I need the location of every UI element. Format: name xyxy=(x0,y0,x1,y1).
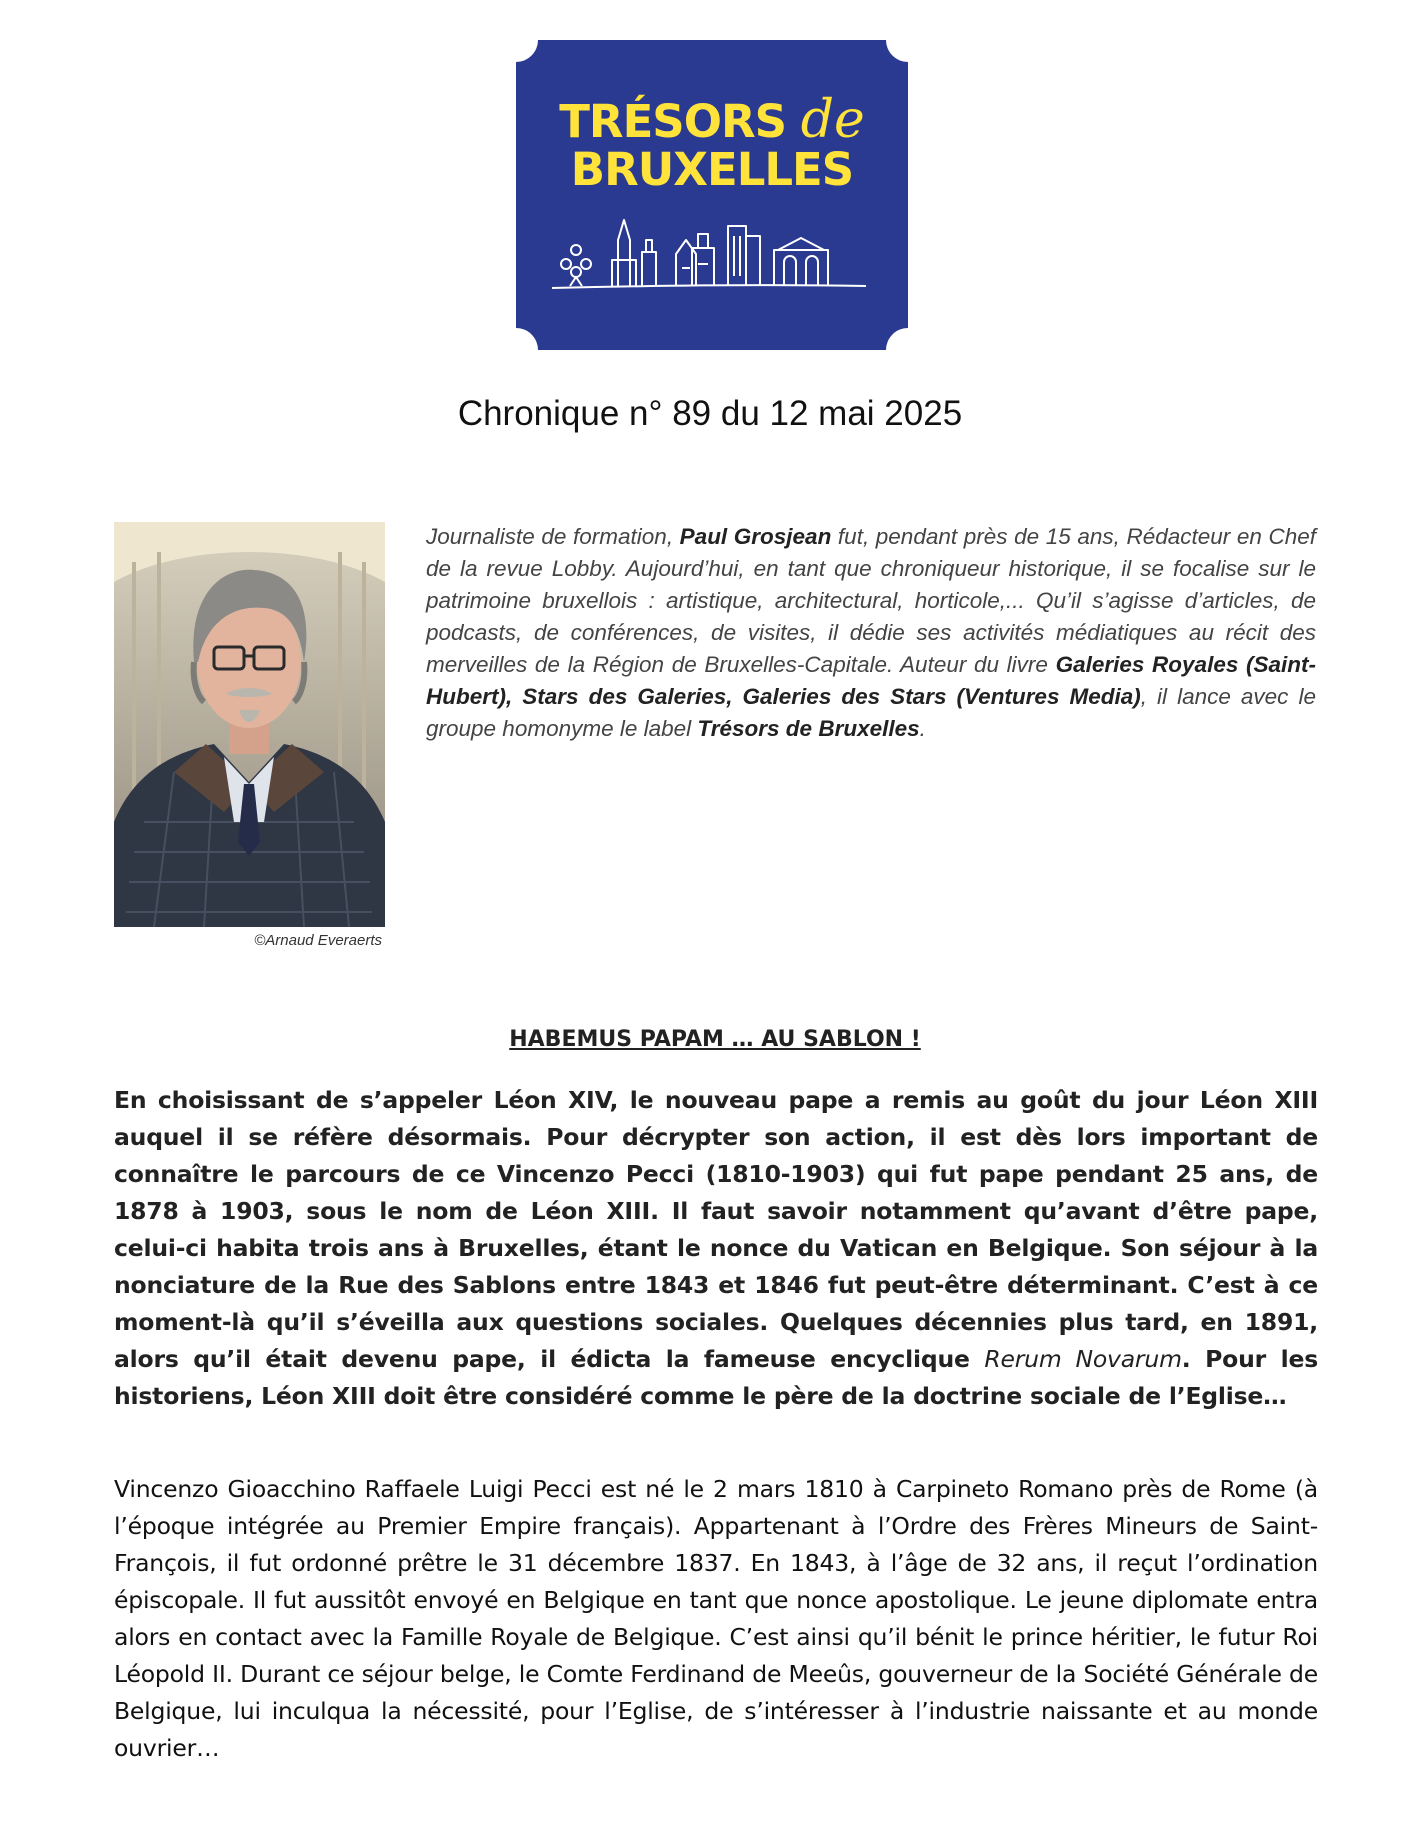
book-titles: Galeries Royales (Saint-Hubert), Stars des Galeries, Galeries des Stars (Ventures Media) xyxy=(426,652,1316,709)
author-name: Paul Grosjean xyxy=(679,524,832,549)
encyclical-title: Rerum Novarum xyxy=(984,1345,1182,1373)
author-bio: Journaliste de formation, Paul Grosjean fut, pendant près de 15 ans, Rédacteur en Chef de la revue Lobby. Aujourd’hui, en tant que chroniqueur historique, il se focalise sur le patrimoine bruxellois : artistique, architectural, horticole,... Qu’il s’agisse d’articles, de podcasts, de conférences, de visites, il dédie ses activités médiatiques au récit des merveilles de la Région de Bruxelles-Capitale. Auteur du livre Galeries Royales (Saint-Hubert), Stars des Galeries, Galeries des Stars (Ventures Media), il lance avec le groupe homonyme le label Trésors de Bruxelles. xyxy=(426,524,1316,741)
article-lead: En choisissant de s’appeler Léon XIV, le nouveau pape a remis au goût du jour Léon XIII auquel il se réfère désormais. Pour décrypter son action, il est dès lors important de connaître le parcours de ce Vincenzo Pecci (1810-1903) qui fut pape pendant 25 ans, de 1878 à 1903, sous le nom de Léon XIII. Il faut savoir notamment qu’avant d’être pape, celui-ci habita trois ans à Bruxelles, étant le nonce du Vatican en Belgique. Son séjour à la nonciature de la Rue des Sablons entre 1843 et 1846 fut peut-être déterminant. C’est à ce moment-là qu’il s’éveilla aux questions sociales. Quelques décennies plus tard, en 1891, alors qu’il était devenu pape, il édicta la fameuse encyclique Rerum Novarum. Pour les historiens, Léon XIII doit être considéré comme le père de la doctrine sociale de l’Eglise… xyxy=(114,1086,1318,1410)
tresors-de-bruxelles-logo xyxy=(516,40,908,350)
portrait-photo xyxy=(114,522,385,927)
photo-credit: ©Arnaud Everaerts xyxy=(254,932,382,949)
logo-line-2: BRUXELLES xyxy=(570,143,854,196)
chronicle-number: Chronique n° 89 du 12 mai 2025 xyxy=(457,394,963,433)
article-body: Vincenzo Gioacchino Raffaele Luigi Pecci est né le 2 mars 1810 à Carpineto Romano près de Rome (à l’époque intégrée au Premier Empire français). Appartenant à l’Ordre des Frères Mineurs de Saint-François, il fut ordonné prêtre le 31 décembre 1837. En 1843, à l’âge de 32 ans, il reçut l’ordination épiscopale. Il fut aussitôt envoyé en Belgique en tant que nonce apostolique. Le jeune diplomate entra alors en contact avec la Famille Royale de Belgique. C’est ainsi qu’il bénit le prince héritier, le futur Roi Léopold II. Durant ce séjour belge, le Comte Ferdinand de Meeûs, gouverneur de la Société Générale de Belgique, lui inculqua la nécessité, pour l’Eglise, de s’intéresser à l’industrie naissante et au monde ouvrier… xyxy=(114,1475,1318,1762)
logo-line-1: TRÉSORS de xyxy=(559,90,865,150)
article-headline: HABEMUS PAPAM … AU SABLON ! xyxy=(509,1027,921,1052)
label-name: Trésors de Bruxelles xyxy=(697,716,920,741)
